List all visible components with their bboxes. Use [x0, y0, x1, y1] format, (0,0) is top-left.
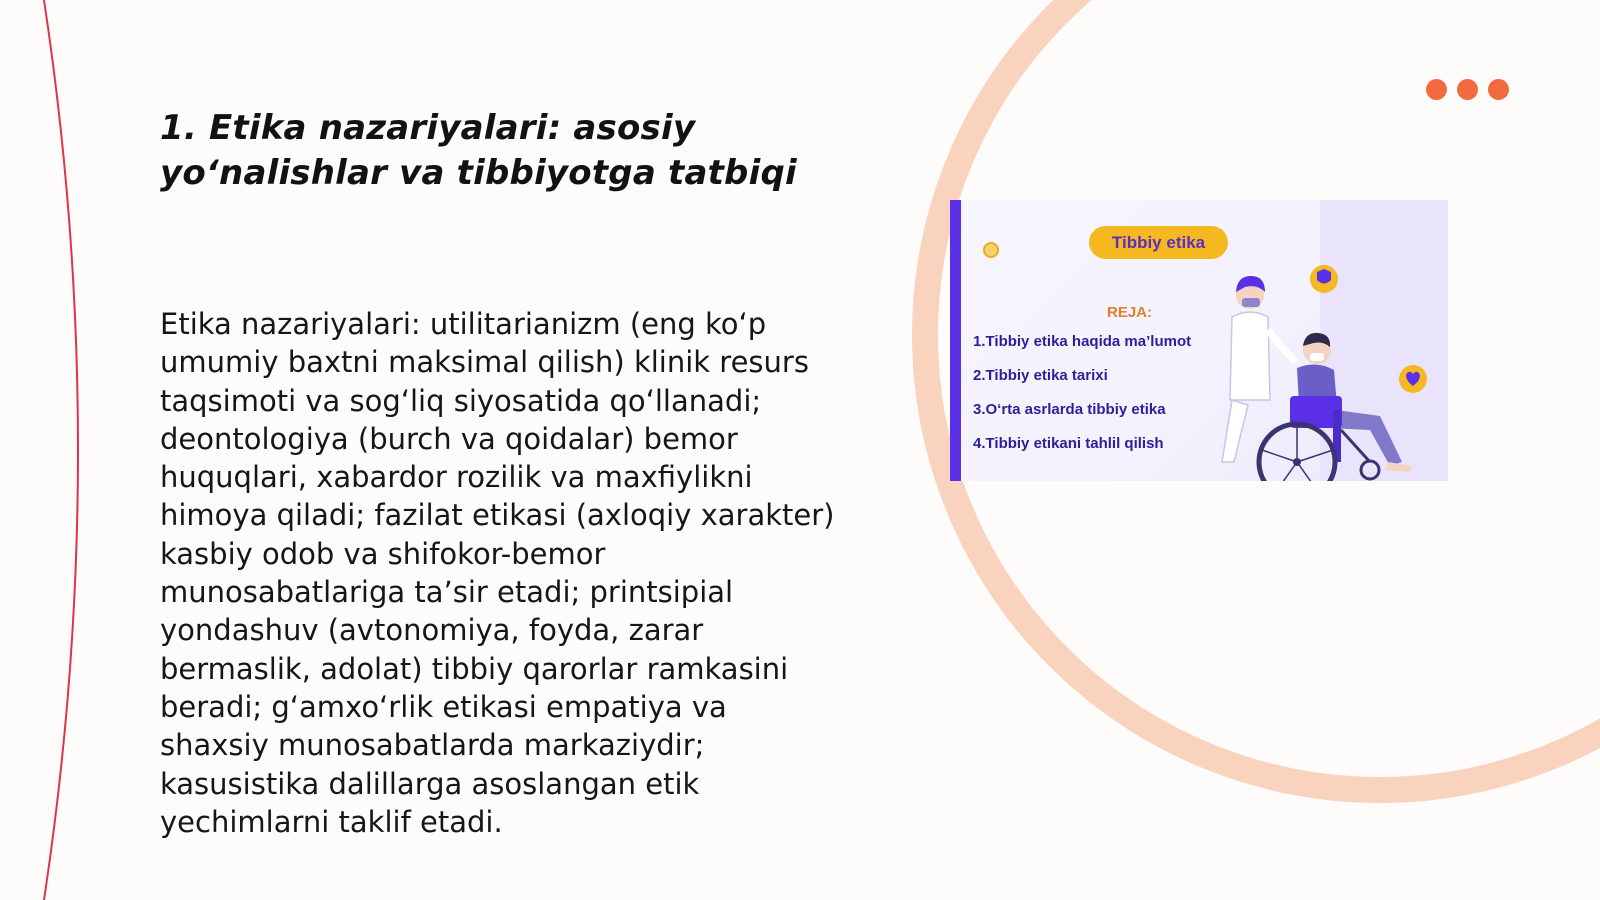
plan-list — [973, 332, 1191, 468]
plan-item: 2.Tibbiy etika tarixi — [973, 367, 1108, 384]
left-curve-line — [44, 0, 78, 900]
slide-title — [160, 106, 800, 196]
plan-item: 1.Tibbiy etika haqida ma’lumot — [973, 333, 1192, 350]
small-coin-icon — [984, 243, 998, 257]
dot — [1426, 79, 1447, 100]
accent-bar — [950, 200, 961, 481]
image-heading: Tibbiy etika — [1089, 226, 1228, 259]
title-line-2: yo‘nalishlar va tibbiyotga tatbiqi — [160, 153, 797, 193]
dot — [1488, 79, 1509, 100]
plan-item: 4.Tibbiy etikani tahlil qilish — [973, 435, 1164, 452]
dot — [1457, 79, 1478, 100]
title-line-1: 1. Etika nazariyalari: asosiy — [160, 108, 696, 148]
body-paragraph: Etika nazariyalari: utilitarianizm (eng ko‘p umumiy baxtni maksimal qilish) klinik resurs taqsimoti va sog‘liq siyosatida qo‘llanadi; deontologiya (burch va qoidalar) bemor huquqlari, xabardor rozilik va maxfiylikni himoya qiladi; fazilat etikasi (axloqiy xarakter) kasbiy odob va shifokor-bemor munosabatlariga ta’sir etadi; printsipial yondashuv (avtonomiya, foyda, zarar bermaslik, adolat) tibbiy qarorlar ramkasini beradi; g‘amxo‘rlik etikasi empatiya va shaxsiy munosabatlarda markaziydir; kasusistika dalillarga asoslangan etik yechimlarni taklif etadi. — [160, 307, 835, 839]
three-dots-icon — [1426, 79, 1509, 100]
plan-item: 3.O‘rta asrlarda tibbiy etika — [973, 401, 1166, 418]
slide-image — [950, 200, 1448, 481]
plan-label: REJA: — [1107, 304, 1153, 321]
